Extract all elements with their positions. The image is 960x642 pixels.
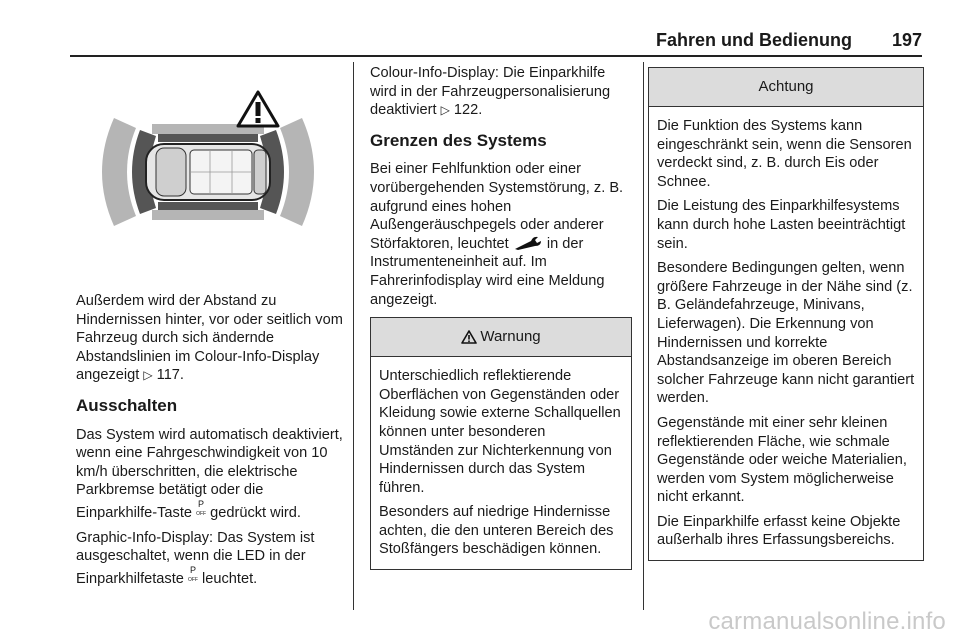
warning-box-body [371,357,631,569]
caution-paragraph: Die Leistung des Einparkhilfesystems kann durch hohe Lasten beeinträchtigt sein. [657,198,906,252]
left-column [76,292,344,594]
limits-paragraph: Bei einer Fehlfunktion oder einer vorübergehenden Systemstörung, z. B. aufgrund eines hohen Außengeräuschpegels oder anderer Störfaktoren, leuchtet in der Instrumenteneinheit auf. Im Fahrerinfodisplay wird eine Meldung angezeigt. [370,161,624,308]
chapter-title: Fahren und Bedienung [656,30,852,50]
warning-box-header [371,318,631,357]
warning-box [370,317,632,570]
parking-sensor-illustration [92,88,324,256]
parking-key-icon: P OFF [187,564,198,583]
heading-grenzen: Grenzen des Systems [370,130,547,150]
caution-paragraph: Gegenstände mit einer sehr kleinen reflektierenden Fläche, wie schmale Gegenstände oder weiche Materialien, werden vom System möglicherweise nicht erkannt. [657,414,907,506]
column-divider-left [353,62,354,610]
wrench-icon [513,236,543,250]
off-paragraph-2: Graphic-Info-Display: Das System ist ausgeschaltet, wenn die LED in der Einparkhilfetaste P OFF leuchtet. [76,529,315,587]
warning-triangle-icon [238,92,278,126]
watermark: carmanualsonline.info [708,608,946,635]
warning-paragraph: Besonders auf niedrige Hindernisse achten, die den unteren Bereich des Stoßfängers beschädigen können. [379,504,614,558]
middle-column [370,64,632,570]
caution-paragraph: Die Einparkhilfe erfasst keine Objekte außerhalb ihres Erfassungsbereichs. [657,513,901,549]
reference-arrow-icon: ▷ [143,368,153,383]
parking-key-icon: P OFF [196,498,207,517]
reference-arrow-icon: ▷ [440,103,450,118]
caution-box [648,67,924,561]
off-paragraph-1: Das System wird automatisch deaktiviert, wenn eine Fahrgeschwindigkeit von 10 km/h überschritten, die elektrische Parkbremse betätigt oder die Einparkhilfe-Taste P OFF gedrückt wird. [76,426,343,521]
caution-box-header [649,68,923,107]
page-number: 197 [891,30,922,50]
distance-paragraph: Außerdem wird der Abstand zu Hindernissen hinter, vor oder seitlich vom Fahrzeug durch sich ändernde Abstandslinien im Colour-Info-Display angezeigt ▷ 117. [76,293,343,384]
page-header [0,0,960,58]
caution-title: Achtung [758,77,814,95]
warning-title: Warnung [480,327,541,345]
caution-paragraph: Die Funktion des Systems kann eingeschränkt sein, wenn die Sensoren verdeckt sind, z. B. durch Eis oder Schnee. [657,118,912,190]
heading-ausschalten: Ausschalten [76,395,178,415]
warning-icon [461,330,477,344]
caution-box-body [649,107,923,560]
header-rule [70,55,922,57]
caution-paragraph: Besondere Bedingungen gelten, wenn größere Fahrzeuge in der Nähe sind (z. B. Geländefahrzeuge, Minivans, Lieferwagen). Die Erkennung von Hindernissen und korrekte Abstandsanzeige im oberen Bereich solcher Fahrzeuge kann nicht garantiert werden. [657,260,915,407]
right-column [648,67,924,561]
column-divider-right [643,62,644,610]
warning-paragraph: Unterschiedlich reflektierende Oberflächen von Gegenständen oder Kleidung sowie externe Schallquellen können unter besonderen Umständen zur Nichterkennung von Hindernissen durch das System führen. [379,368,621,496]
colour-display-paragraph: Colour-Info-Display: Die Einparkhilfe wird in der Fahrzeugpersonalisierung deaktiviert ▷ 122. [370,65,611,119]
